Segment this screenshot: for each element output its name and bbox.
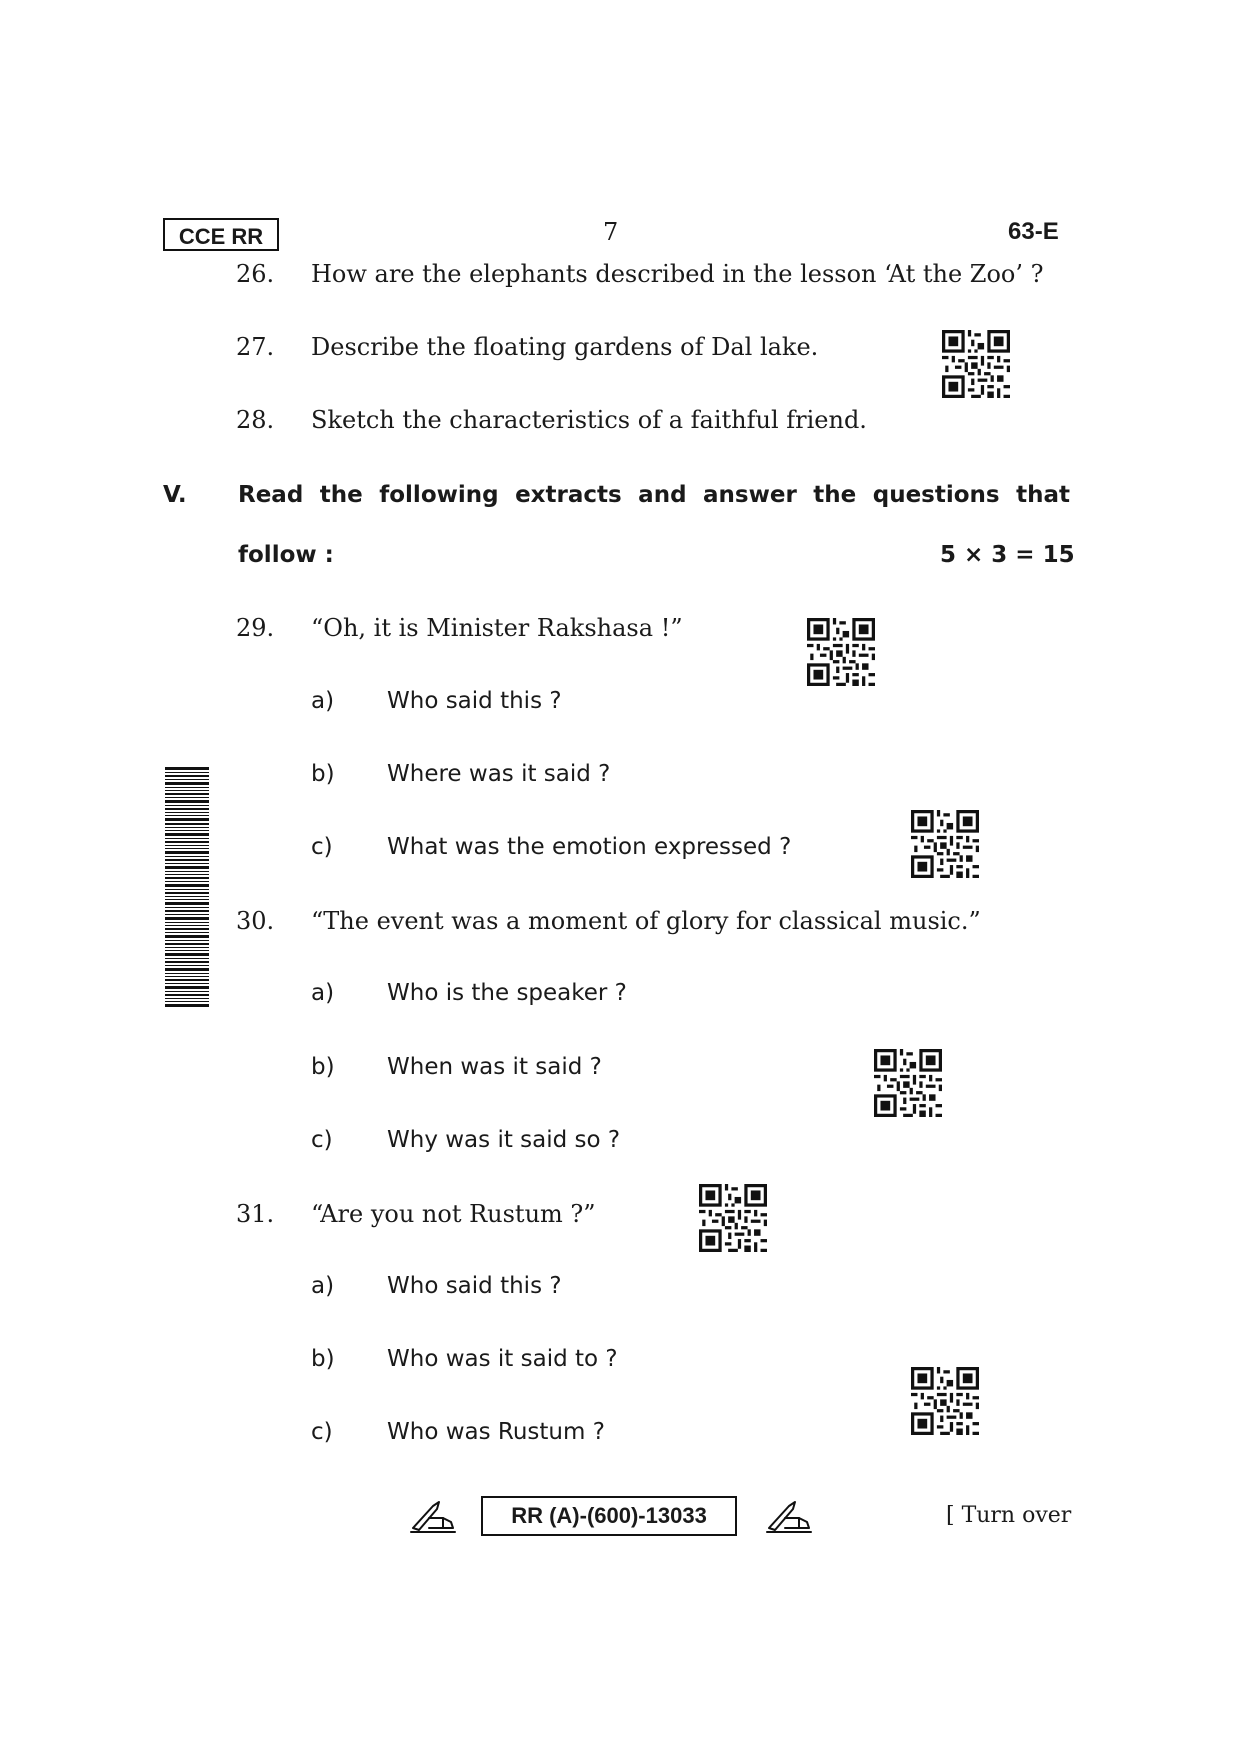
- sub-question-text: Who was it said to ?: [387, 1346, 618, 1372]
- qr-code-icon: [910, 1367, 980, 1435]
- sub-question-text: What was the emotion expressed ?: [387, 834, 792, 860]
- sub-question-label: c): [311, 1419, 333, 1445]
- question-text: Sketch the characteristics of a faithful friend.: [311, 406, 867, 434]
- extract-quote: “The event was a moment of glory for classical music.”: [311, 907, 981, 935]
- sub-question-label: a): [311, 980, 335, 1006]
- paper-code: 63-E: [1008, 218, 1059, 245]
- sub-question-label: b): [311, 761, 335, 787]
- sub-question-label: a): [311, 1273, 335, 1299]
- question-number: 27.: [236, 333, 275, 361]
- writing-hand-icon: [765, 1496, 813, 1534]
- qr-code-icon: [698, 1184, 768, 1252]
- qr-code-icon: [873, 1049, 943, 1117]
- sub-question-label: b): [311, 1346, 335, 1372]
- question-text: How are the elephants described in the lesson ‘At the Zoo’ ?: [311, 260, 1044, 288]
- sub-question-label: c): [311, 1127, 333, 1153]
- page-number: 7: [603, 218, 619, 246]
- sub-question-text: Why was it said so ?: [387, 1127, 621, 1153]
- writing-hand-icon: [409, 1496, 457, 1534]
- sub-question-text: Where was it said ?: [387, 761, 611, 787]
- qr-code-icon: [941, 330, 1011, 398]
- sub-question-text: When was it said ?: [387, 1054, 602, 1080]
- qr-code-icon: [910, 810, 980, 878]
- sub-question-text: Who said this ?: [387, 688, 562, 714]
- sub-question-text: Who was Rustum ?: [387, 1419, 605, 1445]
- extract-quote: “Are you not Rustum ?”: [311, 1200, 596, 1228]
- turn-over-note: [ Turn over: [946, 1503, 1072, 1528]
- section-marks: 5 × 3 = 15: [940, 542, 1075, 568]
- sub-question-text: Who is the speaker ?: [387, 980, 627, 1006]
- sub-question-label: b): [311, 1054, 335, 1080]
- section-instruction: Read the following extracts and answer the questions that: [238, 482, 1070, 508]
- footer-code-box: RR (A)-(600)-13033: [481, 1496, 737, 1536]
- section-numeral: V.: [163, 482, 187, 508]
- section-instruction-cont: follow :: [238, 542, 334, 568]
- sub-question-text: Who said this ?: [387, 1273, 562, 1299]
- extract-quote: “Oh, it is Minister Rakshasa !”: [311, 614, 683, 642]
- series-box: CCE RR: [163, 218, 279, 251]
- question-number: 28.: [236, 406, 275, 434]
- question-text: Describe the floating gardens of Dal lake.: [311, 333, 819, 361]
- qr-code-icon: [806, 618, 876, 686]
- question-number: 30.: [236, 907, 275, 935]
- question-number: 31.: [236, 1200, 275, 1228]
- question-number: 29.: [236, 614, 275, 642]
- question-number: 26.: [236, 260, 275, 288]
- sub-question-label: a): [311, 688, 335, 714]
- barcode-icon: [165, 767, 209, 1007]
- sub-question-label: c): [311, 834, 333, 860]
